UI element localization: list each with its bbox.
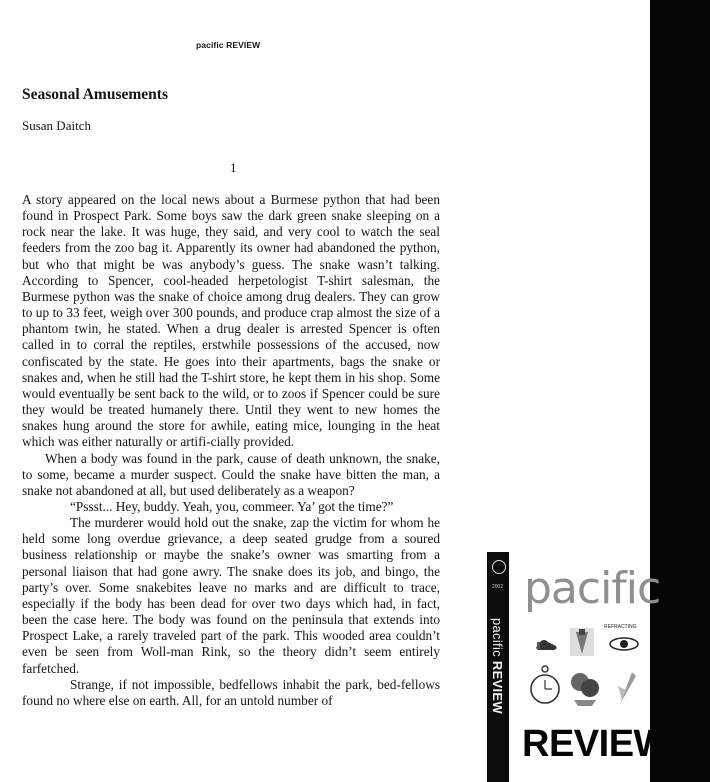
cover-review-wordmark: REVIEW	[522, 723, 669, 765]
dialogue-paragraph: “Pssst... Hey, buddy. Yeah, you, commeer. Ya’ got the time?”	[70, 498, 394, 514]
eye-illustration-icon	[604, 630, 644, 656]
faces-illustration-icon	[568, 666, 602, 708]
spine-title-light: pacific	[490, 618, 505, 661]
spine-logo-icon	[492, 560, 506, 574]
cover-pacific-wordmark: pacific	[524, 563, 661, 614]
spine-title	[491, 618, 505, 748]
paragraph: A story appeared on the local news about a Burmese python that had been found in Prospect Park. Some boys saw the dark green snake sleeping on a rock near the lake. It was huge, they said, and very cool to watch the seal feeders from the zoo bag it. Apparently its owner had abandoned the python, but who that might be was anybody’s guess. The snake wasn’t talking. According to Spencer, cool-headed herpetologist T-shirt salesman, the Burmese python was the snake of choice among drug dealers. They can grow to up to 33 feet, weigh over 300 pounds, and produce crap almost the size of a phantom twin, he stated. When a drug dealer is arrested Spencer is often called in to corral the reptiles, erstwhile possessions of the accused, now confiscated by the state. He goes into their apartments, bags the snake or snakes and, when he still had the T-shirt store, he kept them in his shop. Some would eventually be sent back to the wild, or to zoos if Spencer could be sure they would be treated humanely there. Until they went to new homes the snakes hung around the store for awhile, eating mice, lounging in the heat which was either naturally or artifi-cially provided.	[22, 192, 440, 450]
shoe-illustration-icon	[532, 622, 562, 656]
article-body	[22, 192, 440, 709]
refracting-illustration	[604, 624, 644, 660]
running-header: pacific REVIEW	[196, 40, 261, 50]
author-name: Susan Daitch	[22, 118, 91, 133]
refracting-caption: REFRACTING	[604, 624, 637, 630]
quill-illustration-icon	[612, 666, 642, 708]
paragraph: When a body was found in the park, cause of death unknown, the snake, to some, became a murder suspect. Could the snake have bitten the man, a snake not abandoned at all, but used deliberately as a weapon?	[22, 450, 440, 498]
section-number: 1	[230, 160, 237, 175]
article-title: Seasonal Amusements	[22, 86, 168, 103]
spine-year: 2002	[492, 584, 504, 590]
pocket-watch-icon	[528, 664, 562, 708]
paragraph: Strange, if not impossible, bedfellows inhabit the park, bed-fellows found no where else on earth. All, for an untold number of	[22, 676, 440, 708]
spine-title-bold: REVIEW	[490, 660, 505, 714]
figure-illustration-icon	[568, 626, 596, 658]
paragraph: The murderer would hold out the snake, zap the victim for whom he held some long overdue grievance, a deep seated grudge from a soured business relationship or maybe the snake’s owner was smarting from a personal liaison that had gone awry. The snake does its job, and bingo, the party’s over. Some snakebites leave no marks and are difficult to trace, especially if the body has been dead for over two days which had, in fact, been the case here. The body was found on the peninsula that extends into Prospect Lake, a rarely traveled part of the park. This wooded area couldn’t even be seen from Woll-man Rink, so the theory didn’t seem entirely farfetched.	[22, 515, 440, 676]
cover-background	[650, 0, 710, 782]
